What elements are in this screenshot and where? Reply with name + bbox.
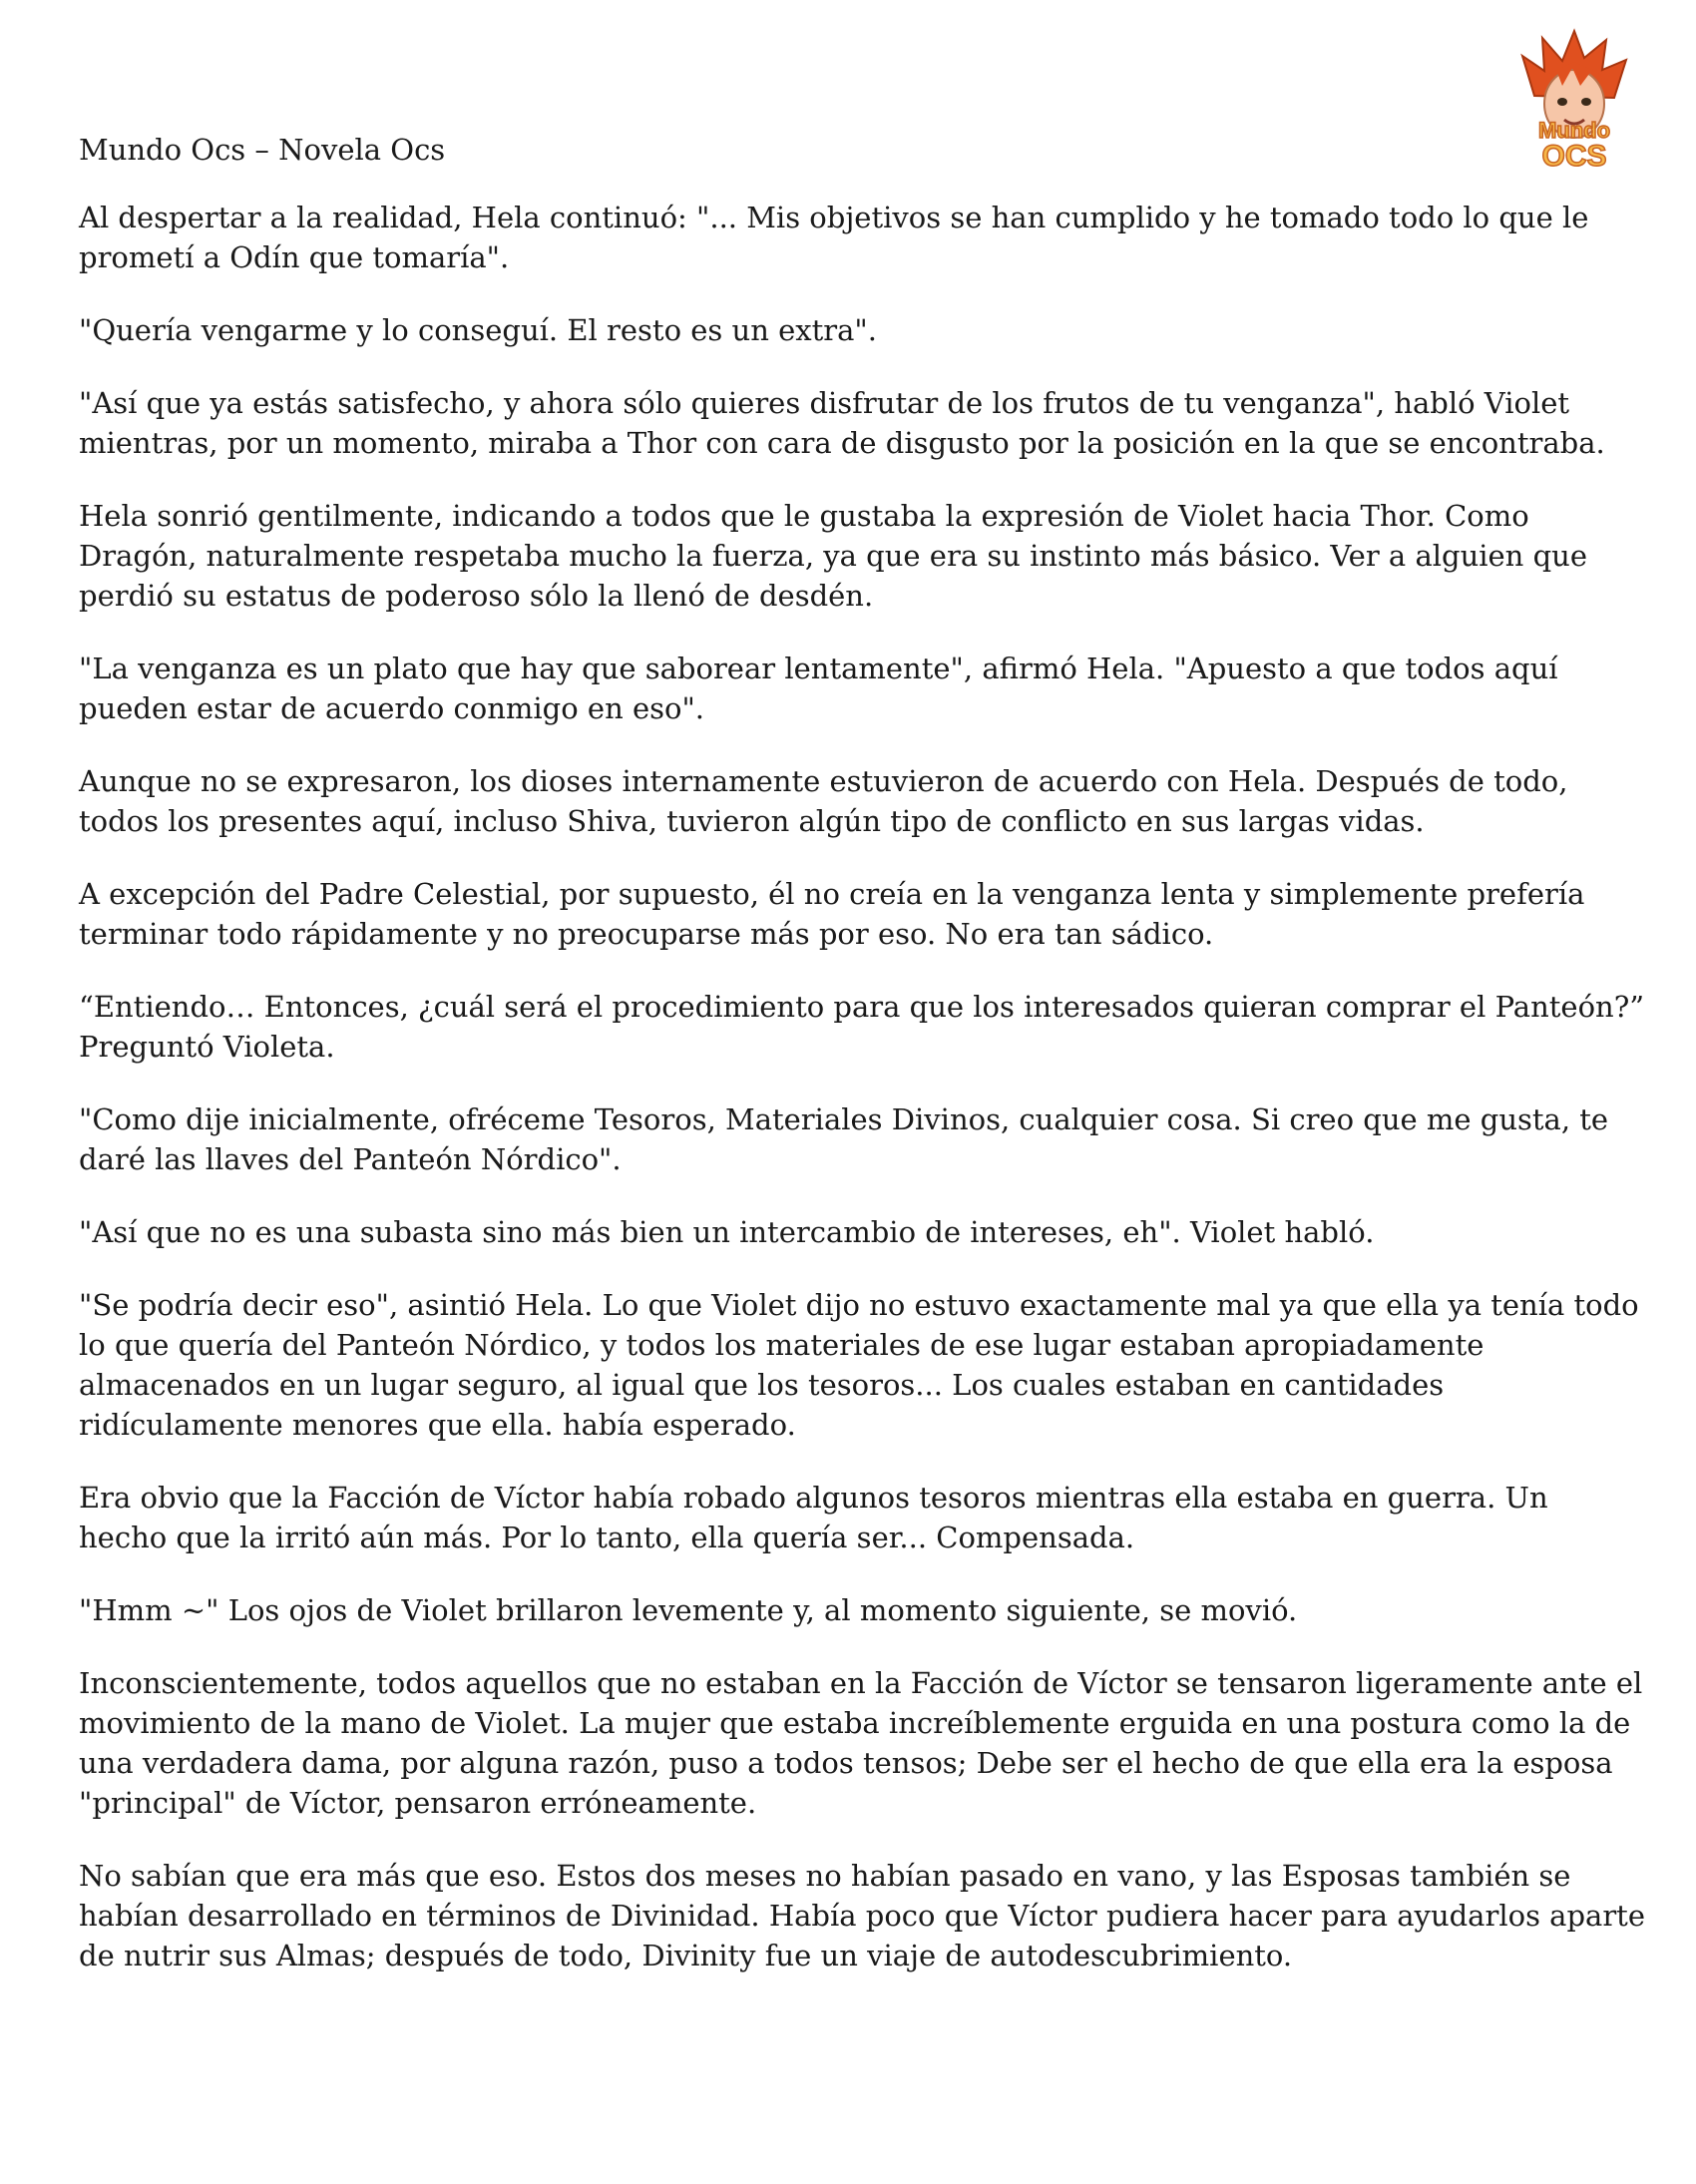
- paragraph: Era obvio que la Facción de Víctor había robado algunos tesoros mientras ella estaba en guerra. Un hecho que la irritó aún más. Por lo tanto, ella quería ser... Compensada.: [79, 1481, 1548, 1554]
- paragraph: "Quería vengarme y lo conseguí. El resto es un extra".: [79, 313, 877, 347]
- paragraph: "Como dije inicialmente, ofréceme Tesoros, Materiales Divinos, cualquier cosa. Si creo que me gusta, te daré las llaves del Panteón Nórdico".: [79, 1102, 1609, 1176]
- paragraph: Hela sonrió gentilmente, indicando a todos que le gustaba la expresión de Violet hacia Thor. Como Dragón, naturalmente respetaba mucho la fuerza, ya que era su instinto más básico. Ver a alguien que perdió su estatus de poderoso sólo la llenó de desdén.: [79, 499, 1587, 613]
- paragraph: Al despertar a la realidad, Hela continuó: "... Mis objetivos se han cumplido y he tomado todo lo que le prometí a Odín que tomaría".: [79, 201, 1589, 274]
- paragraph: Aunque no se expresaron, los dioses internamente estuvieron de acuerdo con Hela. Después de todo, todos los presentes aquí, incluso Shiva, tuvieron algún tipo de conflicto en sus largas vidas.: [79, 764, 1568, 838]
- paragraph: Inconscientemente, todos aquellos que no estaban en la Facción de Víctor se tensaron ligeramente ante el movimiento de la mano de Violet. La mujer que estaba increíblemente erguida en una postura como la de una verdadera dama, por alguna razón, puso a todos tensos; Debe ser el hecho de que ella era la esposa "principal" de Víctor, pensaron erróneamente.: [79, 1666, 1643, 1820]
- paragraph: A excepción del Padre Celestial, por supuesto, él no creía en la venganza lenta y simplemente prefería terminar todo rápidamente y no preocuparse más por eso. No era tan sádico.: [79, 877, 1585, 951]
- paragraph: “Entiendo… Entonces, ¿cuál será el procedimiento para que los interesados quieran comprar el Panteón?” Preguntó Violeta.: [79, 990, 1645, 1064]
- paragraph: "Se podría decir eso", asintió Hela. Lo que Violet dijo no estuvo exactamente mal ya que ella ya tenía todo lo que quería del Panteón Nórdico, y todos los materiales de ese lugar estaban apropiadamente almacenados en un lugar seguro, al igual que los tesoros... Los cuales estaban en cantidades ridículamente menores que ella. había esperado.: [79, 1288, 1639, 1442]
- logo-text-bottom: OCS: [1541, 140, 1607, 173]
- logo-text-top: Mundo: [1537, 118, 1611, 143]
- paragraph: "La venganza es un plato que hay que saborear lentamente", afirmó Hela. "Apuesto a que todos aquí pueden estar de acuerdo conmigo en eso".: [79, 652, 1558, 725]
- paragraph: No sabían que era más que eso. Estos dos meses no habían pasado en vano, y las Esposas también se habían desarrollado en términos de Divinidad. Había poco que Víctor pudiera hacer para ayudarlos aparte de nutrir sus Almas; después de todo, Divinity fue un viaje de autodescubrimiento.: [79, 1859, 1645, 1972]
- document-body: [79, 198, 1645, 1975]
- paragraph: "Así que no es una subasta sino más bien un intercambio de intereses, eh". Violet habló.: [79, 1215, 1375, 1249]
- document-page: [79, 130, 1645, 2008]
- paragraph: "Así que ya estás satisfecho, y ahora sólo quieres disfrutar de los frutos de tu venganza", habló Violet mientras, por un momento, miraba a Thor con cara de disgusto por la posición en la que se encontraba.: [79, 386, 1605, 460]
- paragraph: "Hmm ~" Los ojos de Violet brillaron levemente y, al momento siguiente, se movió.: [79, 1593, 1298, 1627]
- document-header: Mundo Ocs – Novela Ocs: [79, 133, 446, 167]
